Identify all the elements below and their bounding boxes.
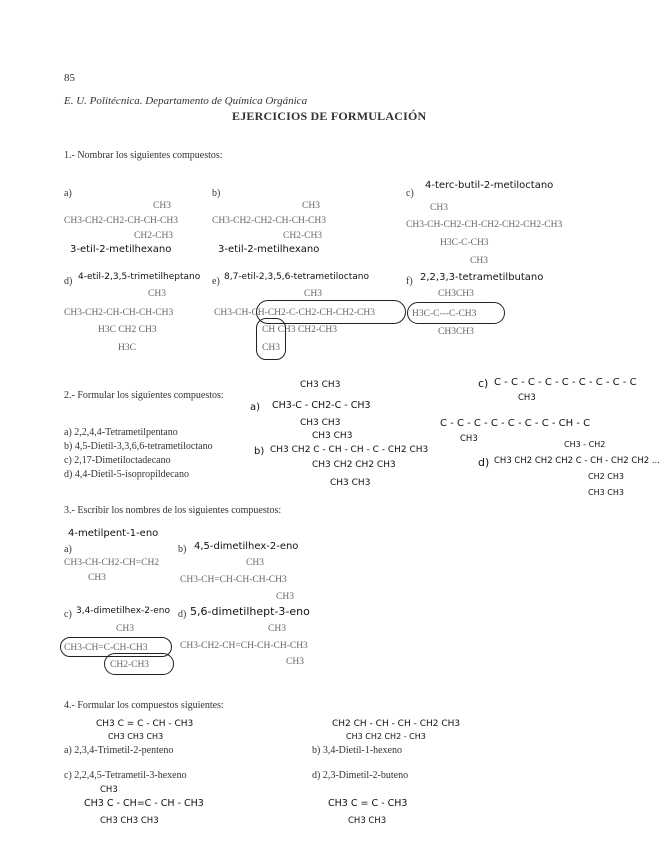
- ex4-c-name: c) 2,2,4,5-Tetrametil-3-hexeno: [64, 770, 187, 781]
- ex2-c-chain1: C - C - C - C - C - C - C - C - C: [494, 377, 637, 388]
- ex3-d-line3: CH3: [286, 657, 304, 667]
- ex1-d-answer: 4-etil-2,3,5-trimetilheptano: [78, 272, 201, 282]
- ex2-c-label: c): [478, 377, 489, 390]
- section-1-heading: 1.- Nombrar los siguientes compuestos:: [64, 150, 223, 161]
- ex1-e-line1: CH3: [304, 289, 322, 299]
- ex1-e-branch-highlight: [256, 318, 286, 360]
- ex4-a-sub: CH3 CH3 CH3: [108, 732, 164, 741]
- ex3-b-line2: CH3-CH=CH-CH-CH-CH3: [180, 575, 287, 585]
- ex3-b-line1: CH3: [246, 558, 264, 568]
- ex4-c-top: CH3: [100, 785, 118, 795]
- ex2-item-a: a) 2,2,4,4-Tetrametilpentano: [64, 427, 178, 438]
- ex1-a-line3: CH2-CH3: [134, 231, 174, 241]
- ex1-f-label: f): [406, 276, 413, 287]
- ex1-c-line4: CH3: [470, 256, 488, 266]
- ex3-d-label: d): [178, 609, 187, 620]
- institution: E. U. Politécnica. Departamento de Química Orgánica: [64, 95, 308, 107]
- ex3-c-branch-highlight: [104, 653, 174, 675]
- ex1-c-answer: 4-terc-butil-2-metiloctano: [425, 180, 554, 191]
- ex1-f-chain-highlight: [407, 302, 505, 324]
- ex2-d-label: d): [478, 456, 490, 469]
- ex3-b-line3: CH3: [276, 592, 294, 602]
- ex1-c-line1: CH3: [430, 203, 448, 213]
- ex1-d-line2: CH3-CH2-CH-CH-CH-CH3: [64, 308, 174, 318]
- page-number: 85: [64, 72, 75, 84]
- ex1-b-label: b): [212, 188, 221, 199]
- ex1-a-line2: CH3-CH2-CH2-CH-CH-CH3: [64, 216, 178, 226]
- ex2-b-bottom2: CH3 CH3: [330, 478, 371, 488]
- ex3-c-answer: 3,4-dimetilhex-2-eno: [76, 606, 170, 616]
- ex2-c-sub2: CH3: [460, 434, 478, 444]
- ex4-b-sub: CH3 CH2 CH2 - CH3: [346, 732, 426, 741]
- ex2-c-sub1: CH3: [518, 393, 536, 403]
- section-4-heading: 4.- Formular los compuestos siguientes:: [64, 700, 224, 711]
- ex3-b-answer: 4,5-dimetilhex-2-eno: [194, 541, 299, 552]
- ex2-d-bottom: CH2 CH3: [588, 472, 624, 481]
- ex1-f-answer: 2,2,3,3-tetrametilbutano: [420, 272, 544, 283]
- ex3-c-line3: CH2-CH3: [110, 660, 150, 670]
- ex2-b-label: b): [254, 446, 265, 457]
- ex3-c-line1: CH3: [116, 624, 134, 634]
- ex3-d-line2: CH3-CH2-CH=CH-CH-CH-CH3: [180, 641, 308, 651]
- ex4-b-drawn: CH2 CH - CH - CH - CH2 CH3: [332, 719, 461, 729]
- ex1-b-line1: CH3: [302, 201, 320, 211]
- ex1-f-line3: CH3CH3: [438, 327, 474, 337]
- ex4-d-sub: CH3 CH3: [348, 816, 387, 826]
- ex2-a-top: CH3 CH3: [300, 380, 341, 390]
- ex3-c-label: c): [64, 609, 72, 620]
- ex3-c-line2: CH3-CH=C-CH-CH3: [64, 643, 148, 653]
- ex2-a-main: CH3-C - CH2-C - CH3: [272, 400, 371, 411]
- ex3-a-line2: CH3: [88, 573, 106, 583]
- ex1-c-line3: H3C-C-CH3: [440, 238, 489, 248]
- ex1-b-answer: 3-etil-2-metilhexano: [218, 244, 320, 255]
- ex4-a-drawn: CH3 C = C - CH - CH3: [96, 719, 194, 729]
- ex4-b-name: b) 3,4-Dietil-1-hexeno: [312, 745, 402, 756]
- ex1-d-label: d): [64, 276, 73, 287]
- ex2-item-b: b) 4,5-Dietil-3,3,6,6-tetrametiloctano: [64, 441, 213, 452]
- ex2-item-d: d) 4,4-Dietil-5-isopropildecano: [64, 469, 189, 480]
- ex1-d-line1: CH3: [148, 289, 166, 299]
- ex1-e-line3: CH CH3 CH2-CH3: [262, 325, 337, 335]
- ex4-c-sub: CH3 CH3 CH3: [100, 816, 159, 826]
- ex1-d-line3: H3C CH2 CH3: [98, 325, 157, 335]
- ex1-a-line1: CH3: [153, 201, 171, 211]
- ex3-a-answer: 4-metilpent-1-eno: [68, 528, 159, 539]
- ex2-d-bottom2: CH3 CH3: [588, 488, 624, 497]
- ex3-d-answer: 5,6-dimetilhept-3-eno: [190, 605, 310, 618]
- page-title: EJERCICIOS DE FORMULACIÓN: [232, 109, 427, 123]
- ex2-item-c: c) 2,17-Dimetiloctadecano: [64, 455, 171, 466]
- ex2-d-top: CH3 - CH2: [564, 440, 606, 449]
- ex2-d-main: CH3 CH2 CH2 CH2 C - CH - CH2 CH2 ...: [494, 456, 660, 466]
- ex1-c-line2: CH3-CH-CH2-CH-CH2-CH2-CH2-CH3: [406, 220, 563, 230]
- ex3-a-label: a): [64, 544, 72, 555]
- ex1-b-line2: CH3-CH2-CH2-CH-CH-CH3: [212, 216, 326, 226]
- ex1-f-line2: H3C-C---C-CH3: [412, 309, 477, 319]
- ex1-f-line1: CH3CH3: [438, 289, 474, 299]
- ex3-b-label: b): [178, 544, 187, 555]
- ex2-b-main: CH3 CH2 C - CH - CH - C - CH2 CH3: [270, 445, 429, 455]
- ex1-d-line4: H3C: [118, 343, 136, 353]
- ex1-e-label: e): [212, 276, 220, 287]
- ex4-d-drawn: CH3 C = C - CH3: [328, 798, 408, 809]
- ex1-e-answer: 8,7-etil-2,3,5,6-tetrametiloctano: [224, 272, 369, 282]
- ex1-b-line3: CH2-CH3: [283, 231, 323, 241]
- section-3-heading: 3.- Escribir los nombres de los siguientes compuestos:: [64, 505, 282, 516]
- ex1-c-label: c): [406, 188, 414, 199]
- ex3-a-line1: CH3-CH-CH2-CH=CH2: [64, 558, 160, 568]
- section-2-heading: 2.- Formular los siguientes compuestos:: [64, 390, 224, 401]
- ex2-a-label: a): [250, 402, 261, 413]
- ex2-b-bottom: CH3 CH2 CH2 CH3: [312, 460, 396, 470]
- ex4-a-name: a) 2,3,4-Trimetil-2-penteno: [64, 745, 174, 756]
- ex2-b-top: CH3 CH3: [312, 431, 353, 441]
- ex1-a-answer: 3-etil-2-metilhexano: [70, 244, 172, 255]
- ex2-a-bottom: CH3 CH3: [300, 418, 341, 428]
- ex1-e-line2: CH3-CH-CH-CH2-C-CH2-CH-CH2-CH3: [214, 308, 375, 318]
- ex1-e-line4: CH3: [262, 343, 280, 353]
- ex4-d-name: d) 2,3-Dimetil-2-buteno: [312, 770, 409, 781]
- ex2-c-chain2: C - C - C - C - C - C - C - CH - C: [440, 418, 591, 429]
- ex1-a-label: a): [64, 188, 72, 199]
- ex3-d-line1: CH3: [268, 624, 286, 634]
- ex4-c-drawn: CH3 C - CH=C - CH - CH3: [84, 798, 204, 809]
